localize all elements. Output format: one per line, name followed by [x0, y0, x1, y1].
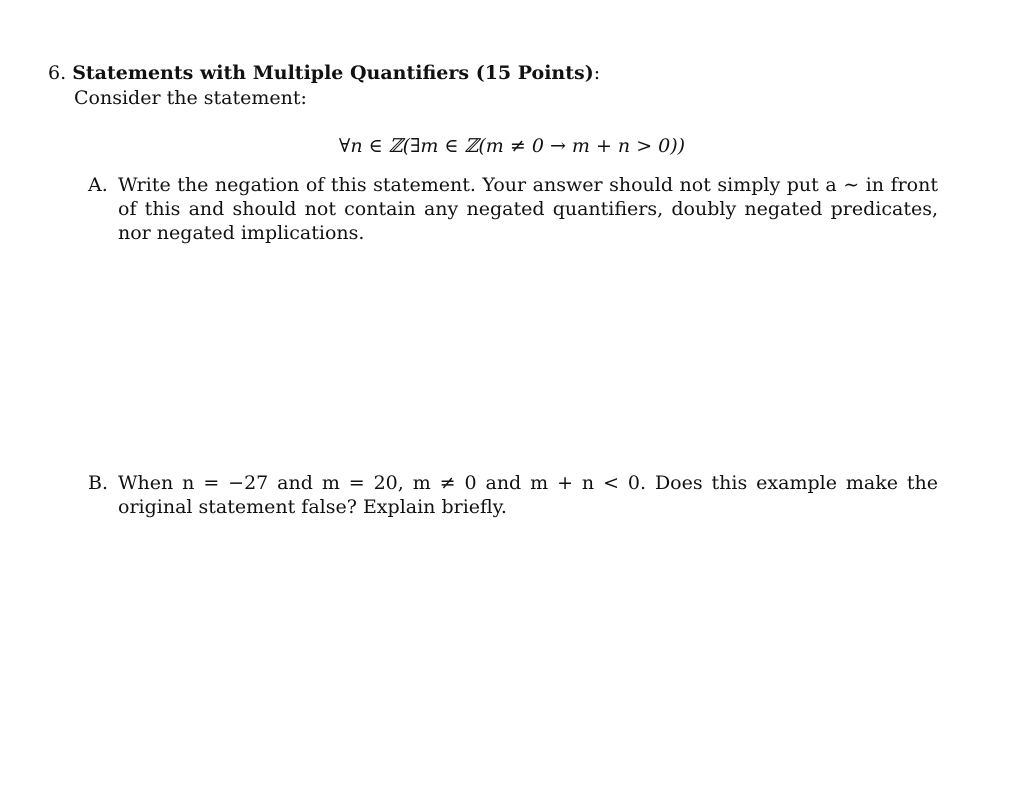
problem-number: 6. — [48, 62, 67, 84]
problem-intro: Consider the statement: — [74, 87, 307, 109]
quantified-statement: ∀n ∈ ℤ(∃m ∈ ℤ(m ≠ 0 → m + n > 0)) — [338, 135, 686, 157]
part-a-text: Write the negation of this statement. Your answer should not simply put a ∼ in front of this and should not contain any negated quantifiers, doubly negated predicates, nor negated implications. — [118, 174, 938, 244]
problem-title-suffix: : — [593, 62, 601, 84]
problem-title: Statements with Multiple Quantifiers (15 Points) — [72, 62, 594, 84]
part-a — [88, 173, 938, 245]
part-b-label: B. — [88, 472, 109, 494]
part-a-label: A. — [88, 174, 108, 196]
part-b — [88, 471, 938, 519]
problem-header — [48, 60, 600, 86]
part-b-text: When n = −27 and m = 20, m ≠ 0 and m + n < 0. Does this example make the original statement false? Explain briefly. — [118, 472, 938, 518]
